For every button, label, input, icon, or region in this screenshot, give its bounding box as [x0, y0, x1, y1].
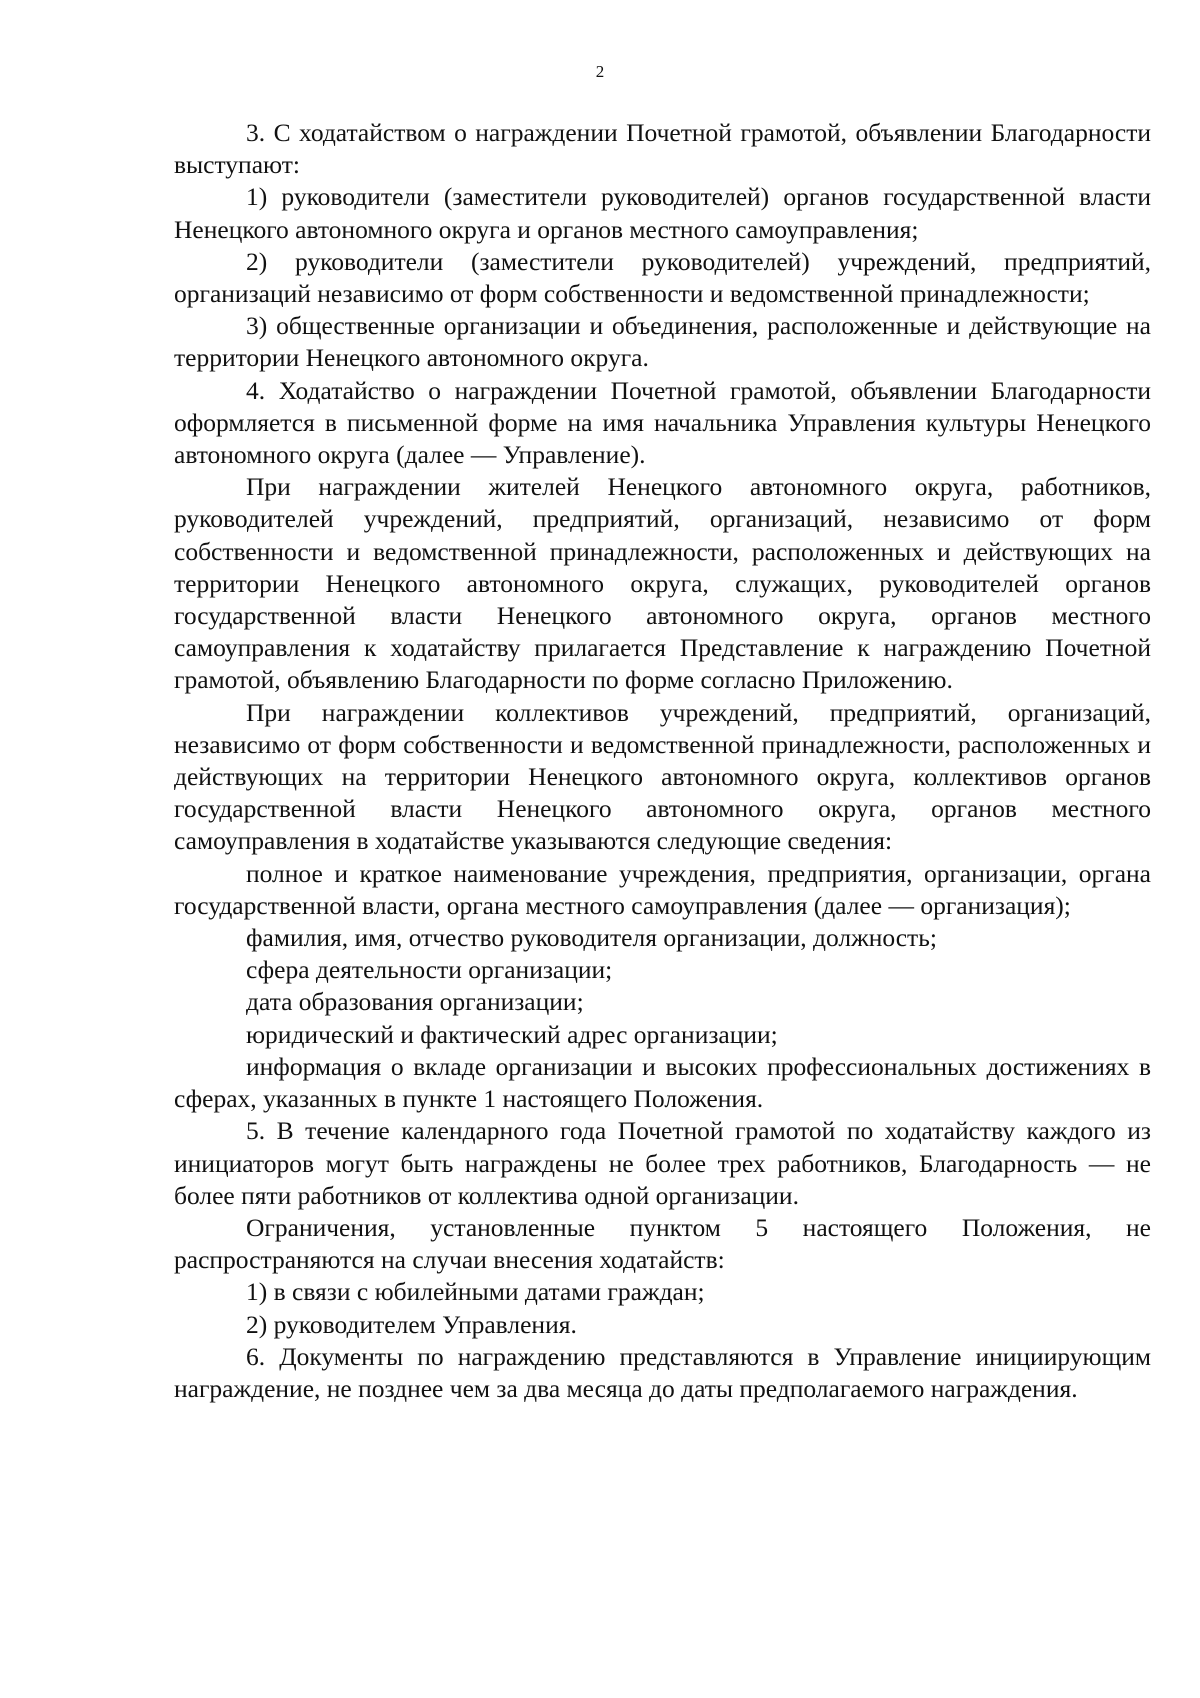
list-item-jubilee-dates: 1) в связи с юбилейными датами граждан;	[246, 1277, 705, 1307]
info-item-activity-field: сфера деятельности организации;	[246, 955, 613, 985]
info-item-founding-date: дата образования организации;	[246, 987, 584, 1017]
document-body	[174, 117, 1151, 1405]
paragraph-item-3: 3. С ходатайством о награждении Почетной грамотой, объявлении Благодарности выступают:	[174, 118, 1151, 180]
page-number: 2	[595, 62, 605, 81]
info-item-head-name: фамилия, имя, отчество руководителя организации, должность;	[246, 923, 937, 953]
info-item-achievements: информация о вкладе организации и высоких профессиональных достижениях в сферах, указанных в пункте 1 настоящего Положения.	[174, 1051, 1151, 1114]
info-item-address: юридический и фактический адрес организации;	[246, 1019, 778, 1049]
list-item-public-organizations: 3) общественные организации и объединения, расположенные и действующие на территории Ненецкого автономного округа.	[174, 311, 1151, 373]
paragraph-individual-awards: При награждении жителей Ненецкого автономного округа, работников, руководителей учреждений, предприятий, организаций, независимо от форм собственности и ведомственной принадлежности, расположенных и действующих на территории Ненецкого автономного округа, служащих, руководителей органов государственной власти Ненецкого автономного округа, органов местного самоуправления к ходатайству прилагается Представление к награждению Почетной грамотой, объявлению Благодарности по форме согласно Приложению.	[174, 472, 1151, 695]
list-item-state-authorities: 1) руководители (заместители руководителей) органов государственной власти Ненецкого автономного округа и органов местного самоуправления;	[174, 182, 1151, 244]
paragraph-item-5: 5. В течение календарного года Почетной грамотой по ходатайству каждого из инициаторов могут быть награждены не более трех работников, Благодарность — не более пяти работников от коллектива одной организации.	[174, 1116, 1151, 1210]
paragraph-item-4: 4. Ходатайство о награждении Почетной грамотой, объявлении Благодарности оформляется в письменной форме на имя начальника Управления культуры Ненецкого автономного округа (далее — Управление).	[174, 375, 1151, 470]
paragraph-limitations: Ограничения, установленные пунктом 5 настоящего Положения, не распространяются на случаи внесения ходатайств:	[174, 1212, 1151, 1275]
paragraph-item-6: 6. Документы по награждению представляются в Управление инициирующим награждение, не позднее чем за два месяца до даты предполагаемого награждения.	[174, 1341, 1151, 1403]
paragraph-collective-awards: При награждении коллективов учреждений, предприятий, организаций, независимо от форм собственности и ведомственной принадлежности, расположенных и действующих на территории Ненецкого автономного округа, коллективов органов государственной власти Ненецкого автономного округа, органов местного самоуправления в ходатайстве указываются следующие сведения:	[174, 697, 1151, 856]
info-item-organization-name: полное и краткое наименование учреждения, предприятия, организации, органа государственной власти, органа местного самоуправления (далее — организация);	[174, 858, 1151, 920]
list-item-organization-heads: 2) руководители (заместители руководителей) учреждений, предприятий, организаций независимо от форм собственности и ведомственной принадлежности;	[174, 246, 1151, 309]
list-item-department-head: 2) руководителем Управления.	[246, 1309, 577, 1339]
